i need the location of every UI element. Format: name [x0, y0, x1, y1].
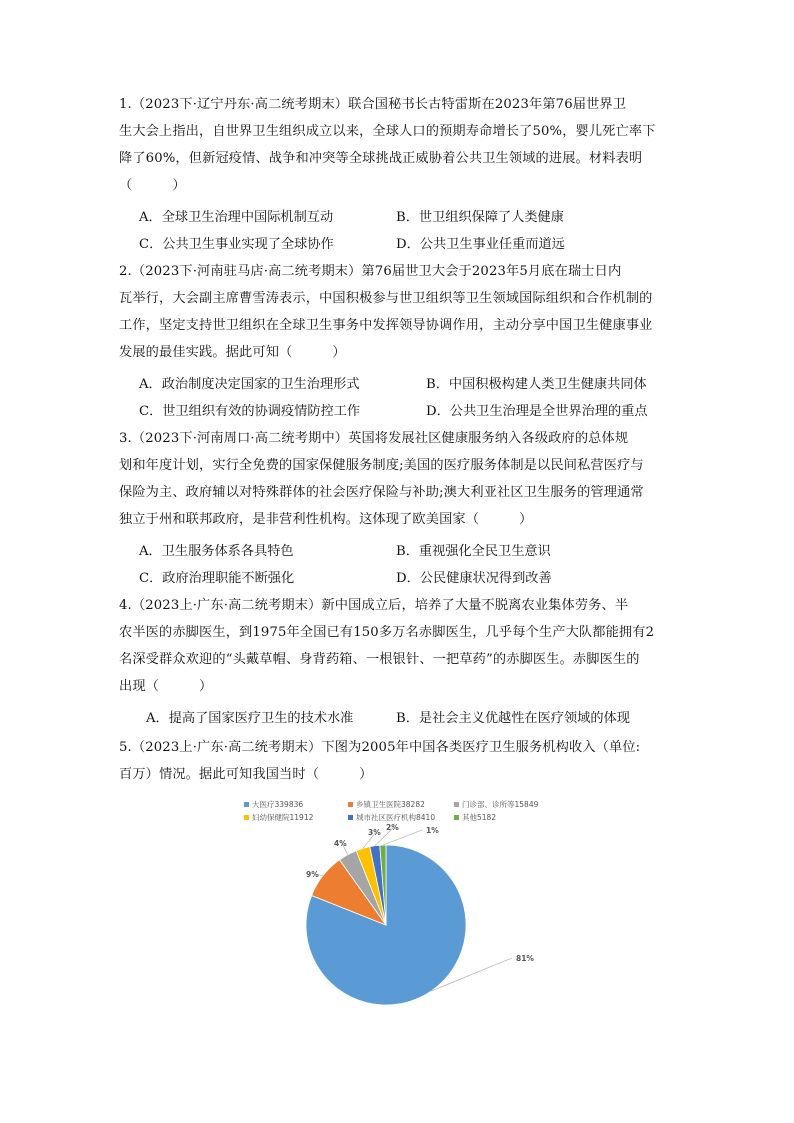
question-3-line-1: 3.（2023下·河南周口·高二统考期中）英国将发展社区健康服务纳入各级政府的总体规: [119, 431, 629, 446]
question-1-option-b: B．世卫组织保障了人类健康: [396, 210, 564, 225]
question-5-line-2: 百万）情况。据此可知我国当时（ ）: [119, 767, 373, 782]
percent-label-4: 3%: [368, 828, 381, 837]
question-3-line-3: 保险为主、政府辅以对特殊群体的社会医疗保险与补助;澳大利亚社区卫生服务的管理通常: [119, 485, 644, 500]
question-2-option-d: D．公共卫生治理是全世界治理的重点: [426, 404, 648, 419]
question-1-line-4: （ ）: [119, 178, 186, 193]
pie-chart: [226, 795, 556, 1010]
legend-label-6: 其他5182: [462, 813, 497, 822]
question-4-option-b: B．是社会主义优越性在医疗领域的体现: [396, 711, 630, 726]
question-3-option-c: C．政府治理职能不断强化: [139, 571, 295, 586]
percent-label-1: 81%: [516, 954, 534, 963]
legend-swatch-1: [244, 802, 249, 807]
question-4-option-a: A．提高了国家医疗卫生的技术水准: [146, 711, 354, 726]
question-1-option-a: A．全球卫生治理中国际机制互动: [139, 210, 334, 225]
question-1-line-2: 生大会上指出，自世界卫生组织成立以来，全球人口的预期寿命增长了50%，婴儿死亡率下: [119, 124, 656, 139]
question-2-option-c: C．世卫组织有效的协调疫情防控工作: [139, 404, 361, 419]
question-4-line-2: 农半医的赤脚医生，到1975年全国已有150多万名赤脚医生，几乎每个生产大队都能拥有2: [119, 625, 655, 640]
pie-slices: [306, 845, 466, 1005]
question-1-option-d: D．公共卫生事业任重而道远: [396, 237, 565, 252]
legend-label-5: 城市社区医疗机构8410: [356, 813, 436, 822]
question-2-option-b: B．中国积极构建人类卫生健康共同体: [426, 377, 647, 392]
legend-swatch-3: [454, 802, 459, 807]
question-3-option-a: A．卫生服务体系各具特色: [139, 544, 294, 559]
question-1-option-c: C．公共卫生事业实现了全球协作: [139, 237, 334, 252]
chart-legend: [244, 799, 539, 822]
question-1-line-3: 降了60%，但新冠疫情、战争和冲突等全球挑战正威胁着公共卫生领域的进展。材料表明: [119, 151, 643, 166]
legend-swatch-5: [348, 815, 353, 820]
question-3-line-4: 独立于州和联邦政府，是非营利性机构。这体现了欧美国家（ ）: [119, 512, 533, 527]
question-2-line-1: 2.（2023下·河南驻马店·高二统考期末）第76届世卫大会于2023年5月底在瑞士日内: [119, 264, 622, 279]
percent-label-6: 1%: [426, 826, 439, 835]
question-4-line-3: 名深受群众欢迎的“头戴草帽、身背药箱、一根银针、一把草药”的赤脚医生。赤脚医生的: [119, 652, 640, 667]
legend-swatch-4: [244, 815, 249, 820]
percent-label-5: 2%: [386, 823, 399, 832]
percent-label-3: 4%: [334, 839, 347, 848]
question-2-line-2: 瓦举行，大会副主席曹雪涛表示，中国积极参与世卫组织等卫生领域国际组织和合作机制的: [119, 291, 653, 306]
legend-swatch-2: [348, 802, 353, 807]
question-2-option-a: A．政治制度决定国家的卫生治理形式: [139, 377, 360, 392]
percent-label-2: 9%: [306, 870, 319, 879]
question-3-line-2: 划和年度计划，实行全免费的国家保健服务制度;美国的医疗服务体制是以民间私营医疗与: [119, 458, 644, 473]
question-2-line-3: 工作，坚定支持世卫组织在全球卫生事务中发挥领导协调作用，主动分享中国卫生健康事业: [119, 318, 653, 333]
question-3-option-b: B．重视强化全民卫生意识: [396, 544, 551, 559]
legend-label-4: 妇幼保健院11912: [252, 813, 314, 822]
legend-label-3: 门诊部、诊所等15849: [462, 800, 539, 809]
legend-label-2: 乡镇卫生医院38282: [356, 800, 425, 809]
question-1-line-1: 1.（2023下·辽宁丹东·高二统考期末）联合国秘书长古特雷斯在2023年第76届世界卫: [119, 97, 627, 112]
question-3-option-d: D．公民健康状况得到改善: [396, 571, 552, 586]
question-4-line-4: 出现（ ）: [119, 679, 213, 694]
question-2-line-4: 发展的最佳实践。据此可知（ ）: [119, 345, 346, 360]
question-4-line-1: 4.（2023上·广东·高二统考期末）新中国成立后，培养了大量不脱离农业集体劳务、半: [119, 598, 629, 613]
legend-label-1: 大医疗339836: [252, 800, 304, 809]
legend-swatch-6: [454, 815, 459, 820]
question-5-line-1: 5.（2023上·广东·高二统考期末）下图为2005年中国各类医疗卫生服务机构收入（单位:: [119, 740, 641, 755]
